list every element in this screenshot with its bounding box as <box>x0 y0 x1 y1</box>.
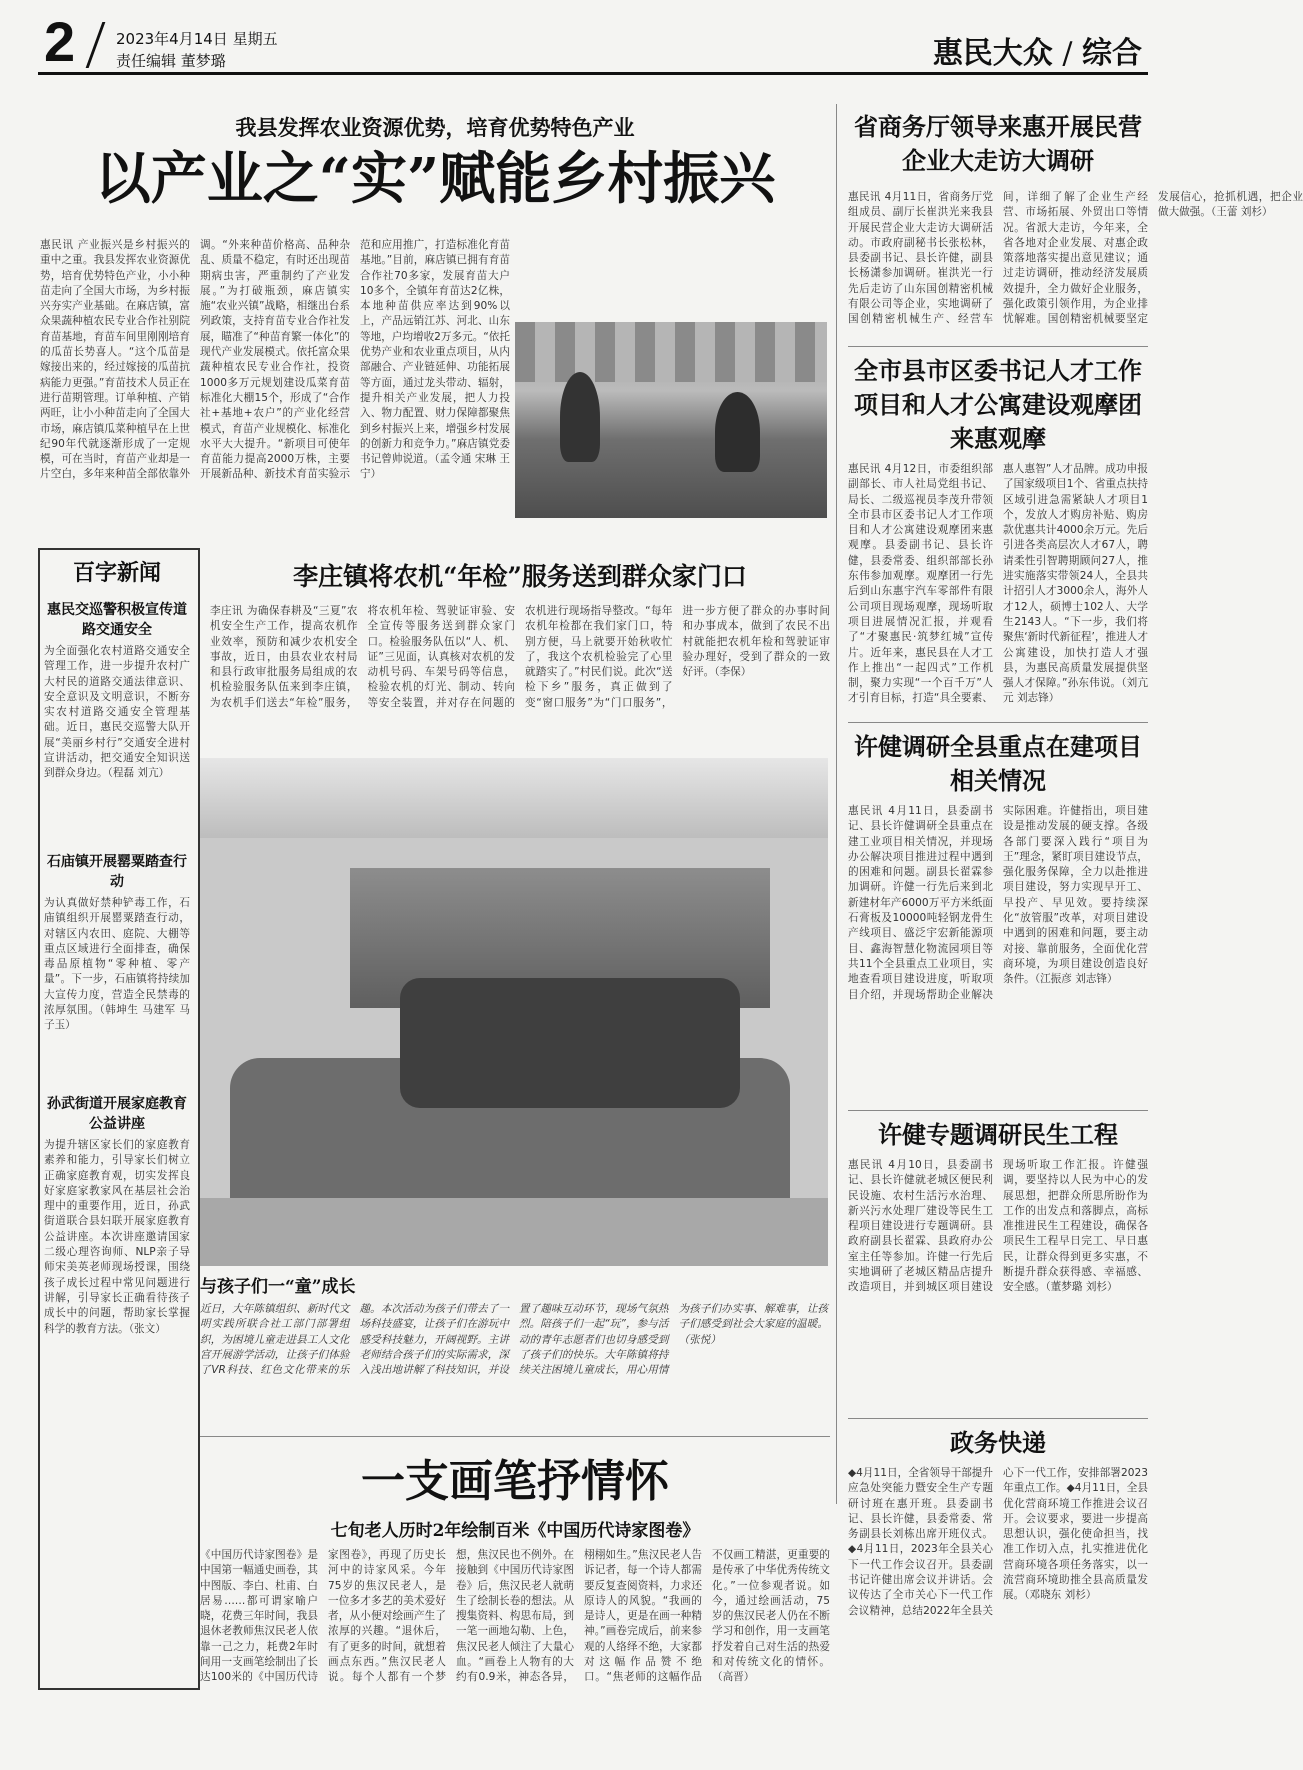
side-item-body: 为认真做好禁种铲毒工作，石庙镇组织开展罂粟踏查行动，对辖区内农田、庭院、大棚等重点区域进行全面排查，确保毒品原植物“零种植、零产量”。下一步，石庙镇将持续加大宣传力度，营造全民禁毒的浓厚氛围。（韩坤生 马建军 马子玉） <box>44 897 190 1032</box>
side-item-title: 孙武街道开展家庭教育公益讲座 <box>47 1096 187 1132</box>
brand-name: 惠民大众 <box>932 36 1053 71</box>
talent-title: 全市县市区委书记人才工作项目和人才公寓建设观摩团来惠观摩 <box>854 356 1142 453</box>
bottom-title: 一支画笔抒情怀 <box>361 1456 669 1507</box>
page-number: 2 <box>44 10 76 73</box>
page-header <box>38 10 1148 75</box>
project-body: 惠民讯 4月11日，县委副书记、县长许健调研全县重点在建工业项目相关情况，并现场办公解决项目推进过程中遇到的困难和问题。副县长翟霖参加调研。许健一行先后来到北新建材年产6000万平方米纸面石膏板及10000吨轻钢龙骨生产线项目、盛泛宇宏新能源项目、鑫海智慧化物流园项目等共11个全县重点工业项目，实地查看项目建设进度，听取项目介绍，并现场帮助企业解决实际困难。许健指出，项目建设是推动发展的硬支撑。各级各部门要深入践行“项目为王”理念，紧盯项目建设节点，强化服务保障，全力以赴推进项目建设，努力实现早开工、早投产、早见效。要持续深化“放管服”改革，对项目建设中遇到的困难和问题，要主动对接、靠前服务，全面优化营商环境，为项目建设创造良好条件。（江振彦 刘志锋） <box>848 805 1148 1001</box>
vr-kids-photo <box>200 758 828 1266</box>
kids-body: 近日，大年陈镇组织、新时代文明实践所联合社工部门部署组织，为困境儿童走进县工人文化宫开展游学活动，让孩子们体验了VR科技、红色文化带来的乐趣。本次活动为孩子们带去了一场科技盛宴，让孩子们在游玩中感受科技魅力，开阔视野。主讲老师结合孩子们的实际需求，深入浅出地讲解了科技知识，并设置了趣味互动环节，现场气氛热烈。陪孩子们一起“玩”，参与活动的青年志愿者们也切身感受到了孩子们的快乐。大年陈镇将持续关注困境儿童成长，用心用情为孩子们办实事、解难事，让孩子们感受到社会大家庭的温暖。（张悦） <box>200 1303 828 1377</box>
side-item-body: 为提升辖区家长们的家庭教育素养和能力，引导家长们树立正确家庭教育观，切实发挥良好家庭家教家风在基层社会治理中的重要作用，近日，孙武街道联合县妇联开展家庭教育公益讲座。本次讲座邀请国家二级心理咨询师、NLP亲子导师宋美英老师现场授课，围绕孩子成长过程中常见问题进行讲解，引导家长正确看待孩子成长中的问题，帮助家长掌握科学的教育方法。（张文） <box>44 1139 190 1335</box>
rule <box>848 722 1148 723</box>
lead-body-cont: 惠民讯 产业振兴是乡村振兴的重中之重。我县发挥农业资源优势，培育优势特色产业，小小种苗走向了全国大市场，为乡村振兴夯实产业基础。在麻店镇，富众果蔬种植农民专业合作社别院育苗基地，育苗车间里刚刚培育的瓜苗长势喜人。“这个瓜苗是嫁接出来的，经过嫁接的瓜苗抗病能力更强。”育苗技术人员正在进行苗期管理。订单种植、产销两旺，让小小种苗走向了全国大市场，麻店镇瓜菜种植早在上世纪90年代就逐渐形成了一定规模，可在当时，育苗产业却是一片空白，多年来种苗全部依靠外调。“外来种苗价格高、品种杂乱、质量不稳定，有时还出现苗期病虫害，严重制约了产业发展。”为打破瓶颈，麻店镇实施“农业兴镇”战略，相继出台系列政策，支持育苗专业合作社发展，瞄准了“种苗育繁一体化”的现代产业发展模式。依托富众果蔬种植农民专业合作社，投资1000多万元规划建设瓜菜育苗标准化大棚15个，形成了“合作社+基地+农户”的产业化经营模式，育苗产业规模化、标准化水平大大提升。“新项目可使年育苗能力提高2000万株，主要开展新品种、新技术育苗实验示范和应用推广，打造标准化育苗基地。”目前，麻店镇已拥有育苗合作社70多家，发展育苗大户10多个，全镇年育苗达2亿株，本地种苗供应率达到90%以上，产品远销江苏、河北、山东等地，户均增收2万多元。“依托优势产业和农业重点项目，从内部融合、产业链延伸、功能拓展等方面，通过龙头带动、辐射，提升相关产业发展，把人力投入、物力配置、财力保障都聚焦到乡村振兴上来，增强乡村发展的创新力和竞争力。”麻店镇党委书记曾帅说道。（孟令通 宋琳 王宁） <box>40 239 510 481</box>
livelihood-title: 许健专题调研民生工程 <box>878 1120 1118 1149</box>
rule <box>848 1418 1148 1419</box>
bottom-body: 《中国历代诗家图卷》是中国第一幅通史画卷，其中图版、李白、杜甫、白居易……都可谓家喻户晓，花费三年时间，我县退休老教师焦汉民老人依靠一己之力，耗费2年时间用一支画笔绘制出了长达100米的《中国历代诗家图卷》，再现了历史长河中的诗家风采。今年75岁的焦汉民老人，是一位多才多艺的美术爱好者，从小便对绘画产生了浓厚的兴趣。“退休后，有了更多的时间，就想着画点东西。”焦汉民老人说。每个人都有一个梦想，焦汉民也不例外。在接触到《中国历代诗家图卷》后，焦汉民老人就萌生了绘制长卷的想法。从搜集资料、构思布局，到一笔一画地勾勒、上色，焦汉民老人倾注了大量心血。“画卷上人物有的大约有0.9米，神态各异，栩栩如生。”焦汉民老人告诉记者，每一个诗人都需要反复查阅资料，力求还原诗人的风貌。“我画的是诗人，更是在画一种精神。”画卷完成后，前来参观的人络绎不绝，大家都对这幅作品赞不绝口。“焦老师的这幅作品不仅画工精湛，更重要的是传承了中华优秀传统文化。”一位参观者说。如今，通过绘画活动，75岁的焦汉民老人仍在不断学习和创作，用一支画笔抒发着自己对生活的热爱和对传统文化的情怀。（高晋） <box>200 1549 830 1684</box>
brief-news-logo: 百字新闻 <box>72 560 161 586</box>
masthead: 惠民大众 / 综合 <box>932 36 1142 71</box>
section-name: 综合 <box>1082 36 1142 71</box>
farm-machinery-title: 李庄镇将农机“年检”服务送到群众家门口 <box>293 562 747 591</box>
talent-body: 惠民讯 4月12日，市委组织部副部长、市人社局党组书记、局长、二级巡视员李茂升带领全市县市区委书记人才工作项目和人才公寓建设观摩团来惠观摩。县委副书记、县长许健，县委常委、组织部部长孙东伟参加观摩。观摩团一行先后到山东惠宇汽车零部件有限公司项目现场观摩，现场听取项目进展情况汇报，并观看了“才聚惠民·筑梦红城”宣传片。近年来，惠民县在人才工作上推出“一起四式”工作机制，聚力实现“一个百千万”人才引育目标，打造“具全要素、惠人惠智”人才品牌。成功申报了国家级项目1个、省重点扶持区域引进急需紧缺人才项目1个，发放人才购房补贴、购房款优惠共计4000余万元。先后引进各类高层次人才67人，聘请柔性引智聘期顾问27人，推进实施落实带领24人，全县共计招引人才3000余人，海外人才12人，硕博士102人、大学生2143人。“下一步，我们将聚焦‘新时代新征程’，推进人才公寓建设，加快打造人才强县，为惠民高质量发展提供坚强人才保障。”孙东伟说。（刘亢元 刘志锋） <box>848 463 1148 705</box>
rule <box>848 346 1148 347</box>
greenhouse-photo <box>515 322 827 518</box>
side-item-title: 石庙镇开展罂粟踏查行动 <box>47 854 187 890</box>
side-item-body: 为全面强化农村道路交通安全管理工作，进一步提升农村广大村民的道路交通法律意识、安全意识及文明意识，不断夯实农村道路交通安全管理基础。近日，惠民交巡警大队开展“美丽乡村行”交通安全进村宣讲活动，把交通安全知识送到群众身边。（程磊 刘亢） <box>44 645 190 780</box>
brief-title: 政务快递 <box>950 1428 1046 1457</box>
issue-date: 2023年4月14日 星期五 <box>116 30 278 48</box>
rule <box>200 1436 830 1437</box>
commerce-title: 省商务厅领导来惠开展民营企业大走访大调研 <box>854 112 1142 175</box>
header-slash <box>86 22 106 68</box>
rule <box>848 1110 1148 1111</box>
bottom-subtitle: 七旬老人历时2年绘制百米《中国历代诗家图卷》 <box>330 1521 700 1541</box>
brief-body: ◆4月11日，全省领导干部提升应急处突能力暨安全生产专题研讨班在惠开班。县委副书记、县长许健，县委常委、常务副县长刘栋出席开班仪式。◆4月11日，2023年全县关心下一代工作会议召开。县委副书记许健出席会议并讲话。会议传达了全市关心下一代工作会议精神，总结2022年全县关心下一代工作，安排部署2023年重点工作。◆4月11日，全县优化营商环境工作推进会议召开。会议要求，要进一步提高思想认识，强化使命担当，找准工作切入点，扎实推进优化营商环境各项任务落实，以一流营商环境助推全县高质量发展。（邓晓东 刘杉） <box>848 1467 1148 1617</box>
column-rule <box>836 104 837 1504</box>
editor-credit: 责任编辑 董梦璐 <box>116 52 226 70</box>
lead-kicker: 我县发挥农业资源优势，培育优势特色产业 <box>235 115 635 140</box>
lead-title: 以产业之“实”赋能乡村振兴 <box>94 146 776 212</box>
commerce-body: 惠民讯 4月11日，省商务厅党组成员、副厅长崔洪光来我县开展民营企业大走访大调研活动。市政府副秘书长张松林，县委副书记、县长许健，副县长杨潇参加调研。崔洪光一行先后走访了山东国创精密机械有限公司等企业，实地调研了国创精密机械生产、经营车间，详细了解了企业生产经营、市场拓展、外贸出口等情况。省派大走访，今年来，全省各地对企业发展、对惠企政策落地落实提出意见建议；通过走访调研，推动经济发展质效提升，全力做好企业服务，强化政策引领作用，为企业排忧解难。国创精密机械要坚定发展信心，抢抓机遇，把企业做大做强。（王蕾 刘杉） <box>848 191 1303 326</box>
project-title: 许健调研全县重点在建项目相关情况 <box>854 732 1142 795</box>
kids-caption: 与孩子们一“童”成长 <box>200 1277 356 1297</box>
farm-machinery-body: 李庄讯 为确保春耕及“三夏”农机安全生产工作，提高农机作业效率，预防和减少农机安全事故，近日，由县农业农村局和县行政审批服务局组成的农机检验服务队伍来到李庄镇，为农机手们送去“年检”服务，将农机年检、驾驶证审验、安全宣传等服务送到群众家门口。检验服务队伍以“人、机、证”三见面，认真核对农机的发动机号码、车架号码等信息，检验农机的灯光、制动、转向等安全装置，并对存在问题的农机进行现场指导整改。“每年农机年检都在我们家门口，特别方便，马上就要开始秋收忙了，我这个农机检验完了心里就踏实了。”村民们说。此次“送检下乡”服务，真正做到了变“窗口服务”为“门口服务”，进一步方便了群众的办事时间和办事成本，做到了农民不出村就能把农机年检和驾驶证审验办理好，受到了群众的一致好评。（李保） <box>210 605 830 709</box>
livelihood-body: 惠民讯 4月10日，县委副书记、县长许健就老城区便民利民设施、农村生活污水治理、新兴污水处理厂建设等民生工程项目建设进行专题调研。县政府副县长翟霖、县政府办公室主任等参加。许健一行先后实地调研了老城区精品店提升改造项目，并到城区项目建设现场听取工作汇报。许健强调，要坚持以人民为中心的发展思想，把群众所思所盼作为工作的出发点和落脚点，高标准推进民生工程建设，确保各项民生工程早日完工、早日惠民，让群众得到更多实惠，不断提升群众获得感、幸福感、安全感。（董梦璐 刘杉） <box>848 1159 1148 1294</box>
side-item-title: 惠民交巡警积极宣传道路交通安全 <box>47 602 187 638</box>
